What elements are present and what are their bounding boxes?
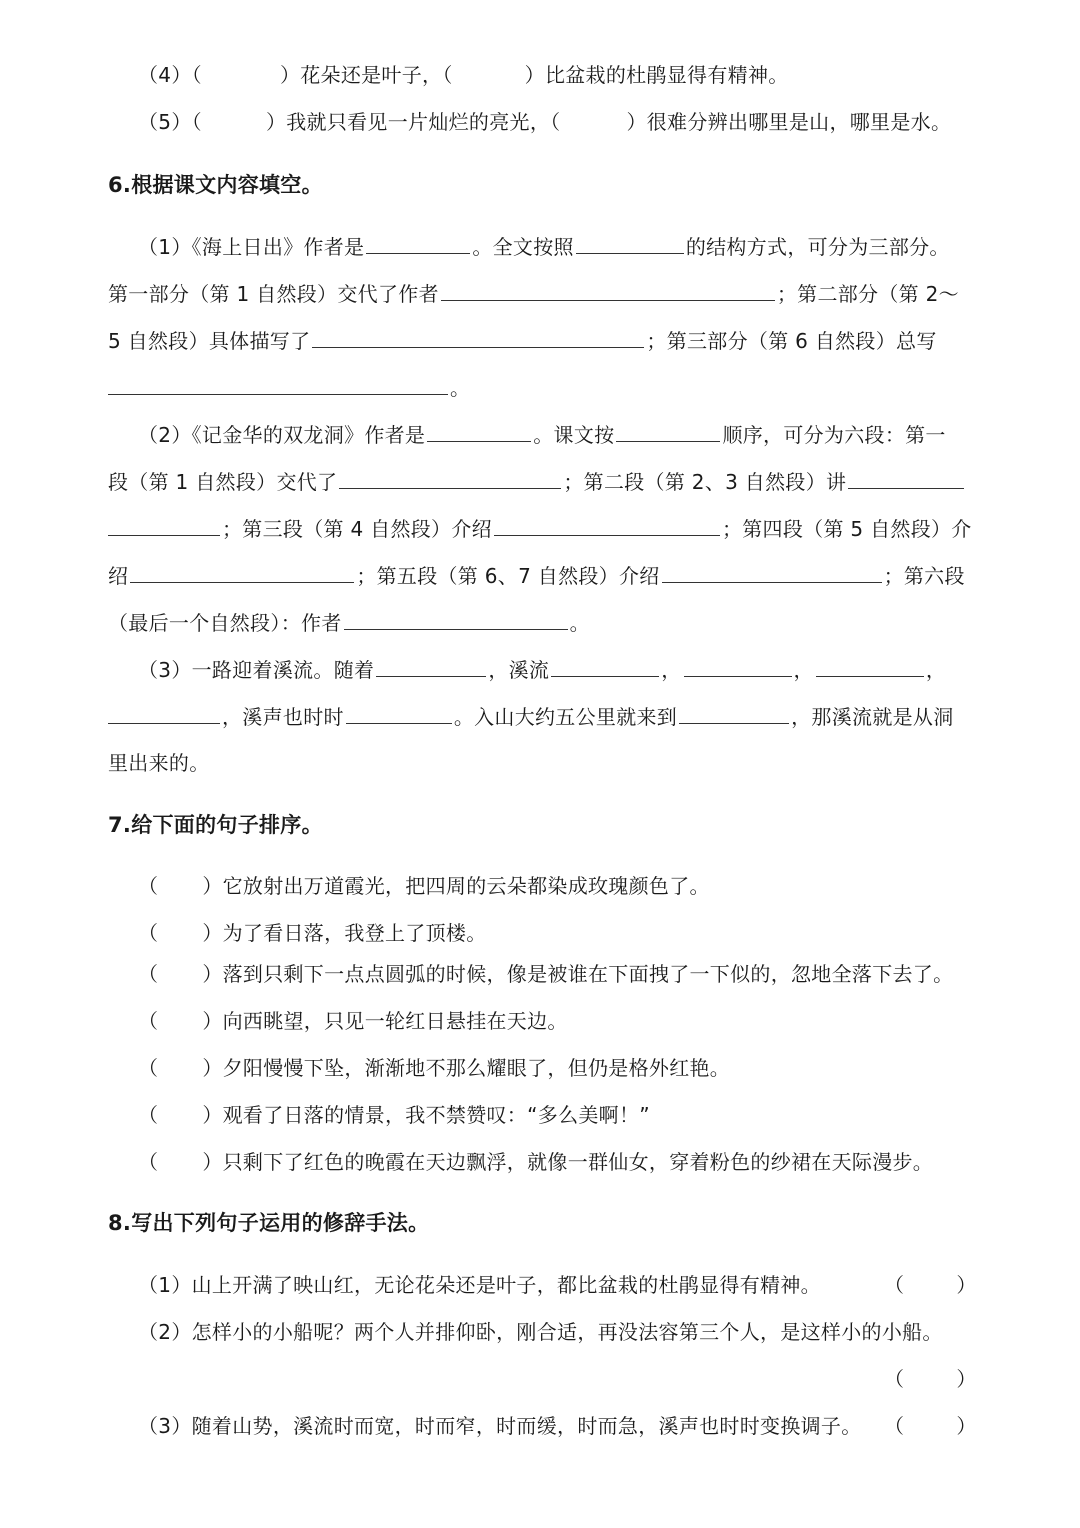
q6-p2-line1: （2）《记金华的双龙洞》作者是 。课文按 顺序，可分为六段：第一 xyxy=(138,419,946,450)
answer-blank[interactable] xyxy=(427,419,531,442)
answer-blank[interactable] xyxy=(576,231,684,254)
answer-blank[interactable] xyxy=(108,701,220,724)
answer-blank[interactable] xyxy=(108,513,220,536)
q7-item-1: （ ）它放射出万道霞光，把四周的云朵都染成玫瑰颜色了。 xyxy=(138,874,710,898)
q7-item-3: （ ）落到只剩下一点点圆弧的时候，像是被谁在下面拽了一下似的，忽地全落下去了。 xyxy=(138,962,954,986)
q6-p1-line4: 。 xyxy=(108,372,470,403)
answer-blank[interactable] xyxy=(312,325,644,348)
answer-blank[interactable] xyxy=(366,231,470,254)
answer-blank[interactable] xyxy=(679,701,789,724)
q7-item-5: （ ）夕阳慢慢下坠，渐渐地不那么耀眼了，但仍是格外红艳。 xyxy=(138,1056,731,1080)
answer-blank[interactable] xyxy=(130,560,354,583)
q7-item-6: （ ）观看了日落的情景，我不禁赞叹：“多么美啊！” xyxy=(138,1103,650,1127)
q6-heading: 6.根据课文内容填空。 xyxy=(108,173,323,197)
q8-answer-3[interactable]: （ ） xyxy=(884,1414,977,1438)
answer-blank[interactable] xyxy=(848,466,964,489)
q6-p2-line5: （最后一个自然段）：作者 。 xyxy=(108,607,590,638)
q6-p2-line3: ；第三段（第 4 自然段）介绍 ；第四段（第 5 自然段）介 xyxy=(108,513,972,544)
q6-p2-line2: 段（第 1 自然段）交代了 ；第二段（第 2、3 自然段）讲 xyxy=(108,466,966,497)
answer-blank[interactable] xyxy=(494,513,720,536)
q8-answer-2[interactable]: （ ） xyxy=(884,1367,977,1391)
answer-blank[interactable] xyxy=(684,654,792,677)
q6-p1-line3: 5 自然段）具体描写了 ；第三部分（第 6 自然段）总写 xyxy=(108,325,937,356)
answer-blank[interactable] xyxy=(551,654,659,677)
q8-sentence-2: （2）怎样小的小船呢？两个人并排仰卧，刚合适，再没法容第三个人，是这样小的小船。 xyxy=(138,1320,943,1344)
q6-p3-line1: （3）一路迎着溪流。随着 ，溪流 ， ， ， xyxy=(138,654,946,685)
answer-blank[interactable] xyxy=(108,372,448,395)
q6-p2-line4: 绍 ；第五段（第 6、7 自然段）介绍 ；第六段 xyxy=(108,560,965,591)
q8-answer-1[interactable]: （ ） xyxy=(884,1273,977,1297)
answer-blank[interactable] xyxy=(662,560,882,583)
q8-sentence-1: （1）山上开满了映山红，无论花朵还是叶子，都比盆栽的杜鹃显得有精神。 xyxy=(138,1273,821,1297)
q6-p3-line2: ，溪声也时时 。入山大约五公里就来到 ，那溪流就是从洞 xyxy=(108,701,954,732)
q5-item-4: （4）（ ）花朵还是叶子，（ ）比盆栽的杜鹃显得有精神。 xyxy=(138,63,789,87)
answer-blank[interactable] xyxy=(339,466,561,489)
q6-p1-line1: （1）《海上日出》作者是 。全文按照 的结构方式，可分为三部分。 xyxy=(138,231,950,262)
q7-item-7: （ ）只剩下了红色的晚霞在天边飘浮，就像一群仙女，穿着粉色的纱裙在天际漫步。 xyxy=(138,1150,934,1174)
answer-blank[interactable] xyxy=(376,654,486,677)
q7-item-2: （ ）为了看日落，我登上了顶楼。 xyxy=(138,921,487,945)
q6-p3-line3: 里出来的。 xyxy=(108,751,210,775)
q8-heading: 8.写出下列句子运用的修辞手法。 xyxy=(108,1211,430,1235)
answer-blank[interactable] xyxy=(441,278,775,301)
answer-blank[interactable] xyxy=(344,607,568,630)
answer-blank[interactable] xyxy=(616,419,720,442)
q7-heading: 7.给下面的句子排序。 xyxy=(108,813,323,837)
q6-p1-line2: 第一部分（第 1 自然段）交代了作者 ；第二部分（第 2～ xyxy=(108,278,959,309)
q7-item-4: （ ）向西眺望，只见一轮红日悬挂在天边。 xyxy=(138,1009,568,1033)
answer-blank[interactable] xyxy=(816,654,924,677)
answer-blank[interactable] xyxy=(346,701,452,724)
q5-item-5: （5）（ ）我就只看见一片灿烂的亮光，（ ）很难分辨出哪里是山，哪里是水。 xyxy=(138,110,952,134)
q8-sentence-3: （3）随着山势，溪流时而宽，时而窄，时而缓，时而急，溪声也时时变换调子。 xyxy=(138,1414,862,1438)
